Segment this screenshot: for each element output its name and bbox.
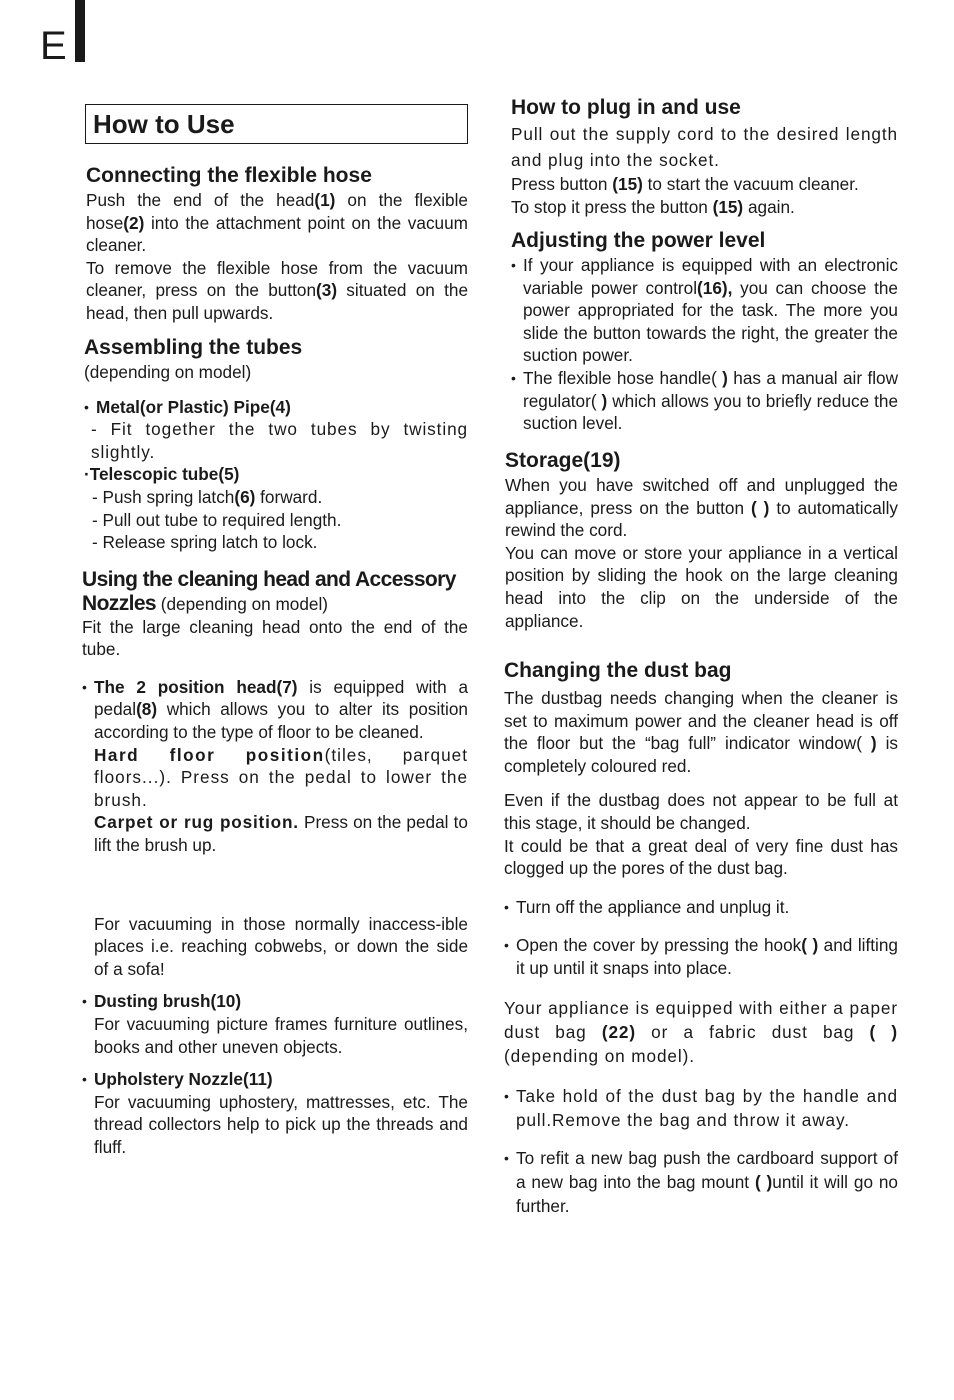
text: - Push spring latch <box>92 486 235 507</box>
section-assembling-tubes <box>84 335 468 554</box>
text: or a fabric dust bag <box>636 1021 870 1042</box>
dustbag-bullet-4 <box>504 1146 898 1218</box>
text: (tiles, parquet floors...). Press on the pedal to lower the brush. <box>94 744 468 810</box>
dusting-brush-text: For vacuuming picture frames furniture outlines, books and other uneven objects. <box>94 1013 468 1057</box>
tubes-note: (depending on model) <box>84 362 252 382</box>
ref-22: (22) <box>601 1021 636 1042</box>
text: (depending on model). <box>504 1045 695 1066</box>
heading-power-level: Adjusting the power level <box>511 229 766 252</box>
text: To stop it press the button <box>511 196 713 217</box>
text: To refit a new bag push the cardboard support of a new bag into the bag mount <box>516 1147 898 1192</box>
storage-para-1 <box>505 474 898 542</box>
carpet-item <box>82 811 468 856</box>
heading-assembling-tubes: Assembling the tubes <box>84 336 303 359</box>
ref-15: (15) <box>712 196 744 217</box>
upholstery-item <box>82 1068 468 1091</box>
header-bar <box>75 0 85 62</box>
dustbag-para-2: Even if the dustbag does not appear to be full at this stage, it should be changed. <box>504 790 898 833</box>
section-plug-in <box>511 95 898 218</box>
dustbag-bullet-3: • Take hold of the dust bag by the handle and pull.Remove the bag and throw it away. <box>504 1084 898 1132</box>
section-storage <box>505 448 898 632</box>
page-title: How to Use <box>85 104 468 144</box>
dustbag-bullet-2 <box>504 934 898 979</box>
text: If your appliance is equipped with an electronic variable power control <box>523 255 898 298</box>
upholstery-text: For vacuuming uphostery, mattresses, etc. The thread collectors help to pick up the threads and fluff. <box>94 1091 468 1157</box>
ref-6: (6) <box>234 486 256 507</box>
text: into the attachment point on the vacuum cleaner. <box>86 212 468 256</box>
power-bullet-2 <box>511 367 898 435</box>
ref-8: (8) <box>136 699 158 720</box>
section-cleaning-head <box>82 567 468 1158</box>
ref-3: (3) <box>316 280 338 301</box>
ref-blank: ) <box>861 733 877 754</box>
text: Press button <box>511 174 613 194</box>
storage-para-2: You can move or store your appliance in a vertical position by sliding the hook on the large cleaning head into the clip on the underside of the appliance. <box>505 542 898 631</box>
ref-blank: ( ) <box>801 935 819 956</box>
dustbag-bullet-1: • Turn off the appliance and unplug it. <box>504 896 898 919</box>
tele-step-2: - Pull out tube to required length. <box>92 509 342 530</box>
heading-plug-in: How to plug in and use <box>511 96 741 119</box>
tele-step-3: - Release spring latch to lock. <box>92 532 318 553</box>
carpet-label: Carpet or rug position. <box>94 812 299 833</box>
heading-cleaning-head: Using the cleaning head and Accessory <box>82 568 456 591</box>
hard-floor-label: Hard floor position <box>94 744 325 765</box>
text: and lifting it up until it snaps into place. <box>516 935 898 978</box>
section-connecting-hose <box>86 163 468 325</box>
text: To remove the flexible hose from the vacuum cleaner, press on the button <box>86 257 468 301</box>
ref-blank: ( ) <box>869 1021 898 1042</box>
plug-para-2 <box>511 173 898 196</box>
connect-para-1 <box>86 189 468 257</box>
crevice-text: For vacuuming in those normally inaccess-ible places i.e. reaching cobwebs, or down the side of a sofa! <box>94 913 468 979</box>
text: has a manual air flow regulator( <box>523 367 899 411</box>
text: to start the vacuum cleaner. <box>642 174 859 194</box>
plug-para-1: Pull out the supply cord to the desired length and plug into the socket. <box>511 124 898 170</box>
language-marker: E <box>40 24 67 68</box>
two-position-head-item <box>82 676 468 744</box>
section-power-level <box>511 228 898 435</box>
upholstery-label: Upholstery Nozzle(11) <box>94 1069 273 1090</box>
ref-2: (2) <box>123 212 145 233</box>
ref-blank: ( ) <box>751 497 770 518</box>
text: you can choose the power appropriated for the task. The more you slide the button towards the right, the greater the suction power. <box>523 277 898 366</box>
text: on the flexible hose <box>86 190 468 233</box>
text: Push the end of the head <box>86 190 315 210</box>
text: The dustbag needs changing when the cleaner is set to maximum power and the cleaner head is off the floor but the “bag full” indicator window( <box>504 688 898 754</box>
dustbag-para-4 <box>504 996 898 1068</box>
section-dust-bag <box>504 658 898 1218</box>
heading-storage: Storage(19) <box>505 449 621 472</box>
power-bullet-1 <box>511 254 898 367</box>
text: is equipped with a pedal <box>94 676 469 720</box>
text: again. <box>743 196 795 217</box>
hard-floor-item <box>82 744 468 812</box>
ref-16: (16), <box>697 277 733 298</box>
ref-blank: ) <box>601 390 608 411</box>
text: Open the cover by pressing the hook <box>516 935 802 956</box>
plug-para-3 <box>511 196 898 219</box>
ref-15: (15) <box>612 174 643 194</box>
text: The flexible hose handle( <box>523 367 723 388</box>
text: Your appliance is equipped with either a paper dust bag <box>504 997 898 1042</box>
metal-pipe-label: Metal(or Plastic) Pipe(4) <box>96 396 291 417</box>
dustbag-para-1 <box>504 687 898 777</box>
telescopic-label: ·Telescopic tube(5) <box>84 464 240 485</box>
text: is completely coloured red. <box>504 733 898 776</box>
heading-note: (depending on model) <box>156 594 328 614</box>
text: Press on the pedal to lift the brush up. <box>94 812 468 855</box>
ref-blank: ) <box>722 367 728 388</box>
dustbag-para-3: It could be that a great deal of very fine dust has clogged up the pores of the dust bag. <box>504 835 898 879</box>
text: forward. <box>255 486 323 507</box>
text: When you have switched off and unplugged the appliance, press on the button <box>505 475 898 518</box>
metal-pipe-step: - Fit together the two tubes by twisting slightly. <box>91 419 468 462</box>
heading-nozzles: Nozzles <box>82 592 156 615</box>
head-label: The 2 position head(7) <box>94 676 298 697</box>
text: until it will go no further. <box>516 1171 898 1216</box>
text: to automatically rewind the cord. <box>505 497 898 541</box>
telescopic-item <box>84 463 468 486</box>
text: situated on the head, then pull upwards. <box>86 280 469 323</box>
dusting-brush-label: Dusting brush(10) <box>94 991 242 1012</box>
tele-step-1 <box>84 486 468 509</box>
text: which allows you to briefly reduce the suction level. <box>523 390 899 434</box>
heading-connecting-hose: Connecting the flexible hose <box>86 164 372 187</box>
dusting-brush-item <box>82 990 468 1013</box>
heading-dust-bag: Changing the dust bag <box>504 659 732 682</box>
text: which allows you to alter its position according to the type of floor to be cleaned. <box>94 699 468 742</box>
nozzles-intro: Fit the large cleaning head onto the end of the tube. <box>82 616 468 660</box>
connect-para-2 <box>86 257 468 325</box>
ref-blank: ( ) <box>754 1171 773 1192</box>
metal-pipe-item <box>84 396 468 419</box>
ref-1: (1) <box>314 190 336 210</box>
